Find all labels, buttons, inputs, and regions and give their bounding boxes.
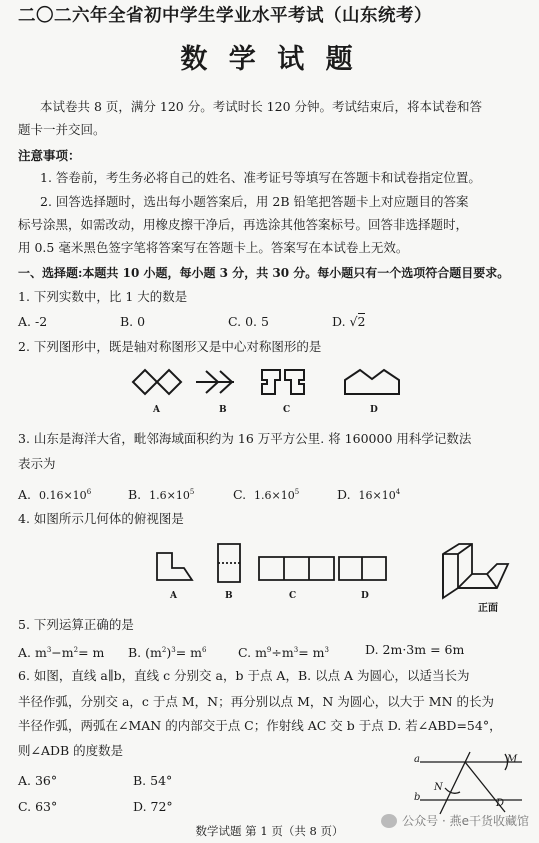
q5-c-part3: = m xyxy=(298,645,325,661)
q5-b-exp2: 3 xyxy=(171,646,176,654)
exam-header: 二〇二六年全省初中学生学业水平考试（山东统考） xyxy=(18,6,432,26)
q5-option-a xyxy=(18,642,104,661)
q6-line-4: 则∠ADB 的度数是 xyxy=(18,743,124,758)
q4-figures xyxy=(0,540,539,620)
q5-c-part2: ÷m xyxy=(271,645,294,661)
q6-label-d: D xyxy=(496,798,505,809)
q2-figure-a xyxy=(133,370,181,394)
q6-option-d: D. 72° xyxy=(133,799,173,814)
q6-option-b: B. 54° xyxy=(133,773,173,788)
q1-stem: 1. 下列实数中，比 1 大的数是 xyxy=(18,289,188,304)
q3-option-b-exp: 5 xyxy=(189,488,195,496)
q5-option-b xyxy=(128,642,206,661)
sqrt-sign: √ xyxy=(349,314,358,329)
q6-label-m: M xyxy=(507,754,518,765)
q2-label-a: A xyxy=(153,405,160,415)
section-1-heading: 一、选择题:本题共 10 小题，每小题 3 分，共 30 分。每小题只有一个选项符合题目要求。 xyxy=(18,266,510,280)
q3-option-a-label: A. xyxy=(18,487,32,503)
q3-option-c-label: C. xyxy=(233,487,247,503)
q6-line-3: 半径作弧，两弧在∠MAN 的内部交于点 C；作射线 AC 交 b 于点 D. 若∠ABD=54°， xyxy=(18,718,502,733)
intro-line-2: 题卡一并交回。 xyxy=(18,122,106,137)
q3-option-d-exp: 4 xyxy=(395,488,401,496)
intro-line-1: 本试卷共 8 页，满分 120 分。考试时长 120 分钟。考试结束后，将本试卷和答 xyxy=(40,99,483,114)
q2-stem: 2. 下列图形中，既是轴对称图形又是中心对称图形的是 xyxy=(18,339,322,354)
q2-label-c: C xyxy=(283,405,291,415)
q5-option-c xyxy=(238,642,329,661)
q6-label-n: N xyxy=(434,782,443,793)
q6-line-2: 半径作弧，分别交 a，c 于点 M，N；再分别以点 M，N 为圆心，以大于 MN 的长为 xyxy=(18,694,494,709)
q2-figure-c xyxy=(262,370,304,394)
q6-label-b: b xyxy=(414,792,421,803)
q5-a-part2: −m xyxy=(51,645,74,661)
q3-option-a-base: 0.16×10 xyxy=(38,489,87,503)
q5-a-part3: = m xyxy=(78,645,105,661)
q3-option-b xyxy=(128,484,194,504)
q5-a-exp2: 2 xyxy=(73,646,79,654)
q3-option-a-exp: 6 xyxy=(86,488,92,496)
q3-line-2: 表示为 xyxy=(18,456,56,471)
sqrt-radicand: 2 xyxy=(357,314,366,329)
notice-item-2-line-1: 2. 回答选择题时，选出每小题答案后，用 2B 铅笔把答题卡上对应题目的答案 xyxy=(40,194,469,209)
q5-b-part3: = m xyxy=(175,645,203,661)
q5-option-d: D. 2m·3m = 6m xyxy=(365,642,465,657)
q2-label-d: D xyxy=(370,405,378,415)
notice-item-2-line-2: 标号涂黑，如需改动，用橡皮擦干净后，再选涂其他答案标号。回答非选择题时， xyxy=(18,217,469,232)
q4-stem: 4. 如图所示几何体的俯视图是 xyxy=(18,511,184,526)
q3-option-d-base: 16×10 xyxy=(358,489,396,503)
q3-option-b-label: B. xyxy=(128,487,142,503)
q5-a-exp1: 3 xyxy=(46,646,52,654)
q3-option-c-exp: 5 xyxy=(294,488,300,496)
q6-line-1: 6. 如图，直线 a∥b，直线 c 分别交 a，b 于点 A，B. 以点 A 为圆心，以适当长为 xyxy=(18,668,470,683)
q3-option-d-label: D. xyxy=(337,487,351,503)
q4-label-c: C xyxy=(289,591,297,601)
q5-stem: 5. 下列运算正确的是 xyxy=(18,617,134,632)
notice-item-1: 1. 答卷前，考生务必将自己的姓名、准考证号等填写在答题卡和试卷指定位置。 xyxy=(40,170,481,185)
q3-option-c xyxy=(233,484,299,504)
q4-label-a: A xyxy=(170,591,177,601)
q5-c-exp2: 3 xyxy=(293,646,299,654)
q4-figure-a xyxy=(157,553,192,580)
notice-item-2-line-3: 用 0.5 毫米黑色签字笔将答案写在答题卡上。答案写在本试卷上无效。 xyxy=(18,240,409,255)
q5-c-exp3: 3 xyxy=(324,646,329,654)
q3-option-b-base: 1.6×10 xyxy=(149,489,190,503)
watermark-text: 公众号 · 燕e干货收藏馆 xyxy=(402,814,529,828)
q6-label-a: a xyxy=(414,754,420,765)
q5-b-exp3: 6 xyxy=(202,646,207,654)
q4-figure-b xyxy=(218,544,240,582)
q4-figure-d xyxy=(339,557,386,580)
front-view-label: 正面 xyxy=(478,603,498,614)
q5-b-part1: B. (m xyxy=(128,645,162,661)
q1-option-d-prefix: D. xyxy=(332,314,350,329)
page-footer: 数学试题 第 1 页（共 8 页） xyxy=(195,824,344,838)
q4-label-d: D xyxy=(361,591,369,601)
q5-b-exp1: 2 xyxy=(161,646,167,654)
q4-solid-figure xyxy=(443,544,508,598)
q2-figures xyxy=(0,367,539,427)
q3-line-1: 3. 山东是海洋大省，毗邻海域面积约为 16 万平方公里. 将 160000 用科学记数法 xyxy=(18,431,472,446)
q3-option-a xyxy=(18,484,91,504)
q3-option-c-base: 1.6×10 xyxy=(254,489,295,503)
watermark xyxy=(381,812,529,829)
notice-heading: 注意事项： xyxy=(18,148,81,163)
q2-figure-b xyxy=(196,371,234,393)
line-c xyxy=(440,752,470,814)
q1-option-a: A. -2 xyxy=(18,314,48,329)
q1-option-b: B. 0 xyxy=(120,314,146,329)
q5-b-part2: ) xyxy=(166,645,172,661)
q2-figure-d xyxy=(345,370,399,394)
q5-c-exp1: 9 xyxy=(266,646,272,654)
wechat-icon xyxy=(381,814,397,828)
q6-option-a: A. 36° xyxy=(18,773,58,788)
q4-label-b: B xyxy=(225,591,233,601)
q6-option-c: C. 63° xyxy=(18,799,58,814)
q1-option-d xyxy=(332,314,365,330)
page-title: 数 学 试 题 xyxy=(180,44,359,75)
q2-label-b: B xyxy=(219,405,227,415)
q5-c-part1: C. m xyxy=(238,645,267,661)
q5-a-part1: A. m xyxy=(18,645,47,661)
q1-option-c: C. 0. 5 xyxy=(228,314,269,329)
q4-figure-c xyxy=(259,557,334,580)
q3-option-d xyxy=(337,484,400,504)
